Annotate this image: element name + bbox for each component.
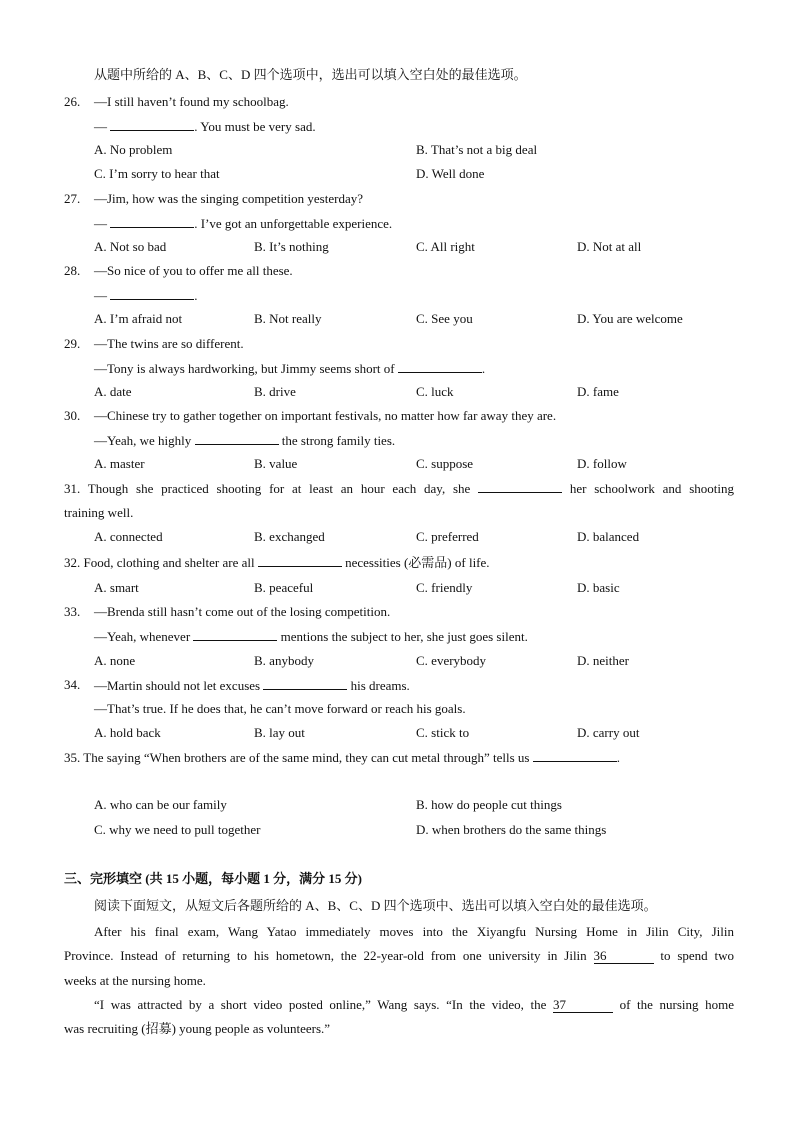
q33-number: 33. (64, 604, 81, 619)
q35-blank (533, 749, 617, 762)
q35-option-a[interactable]: A. who can be our family (94, 797, 227, 812)
q28-line1: —So nice of you to offer me all these. (94, 263, 293, 278)
passage-p1-line1: After his final exam, Wang Yatao immediately moves into the Xiyangfu Nursing Home in Jilin City, Jilin (94, 924, 734, 939)
q26-option-b[interactable]: B. That’s not a big deal (416, 142, 538, 157)
q32-option-d[interactable]: D. basic (577, 580, 620, 595)
q28-line2: — . (94, 288, 198, 303)
q31-blank (478, 480, 562, 493)
passage-p2-line1: “I was attracted by a short video posted online,” Wang says. “In the video, the 37 of the nursing home (94, 997, 734, 1012)
blank-36: 36 (594, 949, 654, 964)
q31-option-c[interactable]: C. preferred (416, 529, 479, 544)
instruction: 从题中所给的 A、B、C、D 四个选项中，选出可以填入空白处的最佳选项。 (94, 67, 527, 82)
q35-option-d[interactable]: D. when brothers do the same things (416, 822, 607, 837)
section3-title: 三、完形填空 (共 15 小题，每小题 1 分，满分 15 分) (64, 871, 362, 886)
q29-option-d[interactable]: D. fame (577, 384, 619, 399)
passage-p2-line2: was recruiting (招募) young people as volunteers.” (64, 1021, 331, 1036)
q26-option-c[interactable]: C. I’m sorry to hear that (94, 166, 220, 181)
q30-number: 30. (64, 408, 81, 423)
q26-line1: —I still haven’t found my schoolbag. (94, 94, 289, 109)
q34-option-b[interactable]: B. lay out (254, 725, 305, 740)
q29-number: 29. (64, 336, 81, 351)
q27-number: 27. (64, 191, 81, 206)
q27-option-c[interactable]: C. All right (416, 239, 475, 254)
q34-option-c[interactable]: C. stick to (416, 725, 470, 740)
q30-line2: —Yeah, we highly the strong family ties. (94, 433, 396, 448)
q32-option-b[interactable]: B. peaceful (254, 580, 314, 595)
q28-option-d[interactable]: D. You are welcome (577, 311, 683, 326)
q27-option-a[interactable]: A. Not so bad (94, 239, 167, 254)
q33-option-d[interactable]: D. neither (577, 653, 629, 668)
q31-line1: 31. Though she practiced shooting for at least an hour each day, she her schoolwork and shooting (64, 481, 734, 496)
q34-line1: —Martin should not let excuses his dreams. (94, 678, 410, 693)
q28-option-b[interactable]: B. Not really (254, 311, 322, 326)
q30-option-a[interactable]: A. master (94, 456, 145, 471)
q34-blank (263, 677, 347, 690)
q32-line1: 32. Food, clothing and shelter are all necessities (必需品) of life. (64, 555, 490, 570)
q32-blank (258, 554, 342, 567)
q31-line2: training well. (64, 505, 134, 520)
q29-option-c[interactable]: C. luck (416, 384, 454, 399)
q29-option-a[interactable]: A. date (94, 384, 132, 399)
q27-option-b[interactable]: B. It’s nothing (254, 239, 329, 254)
q33-blank (193, 628, 277, 641)
q35-option-b[interactable]: B. how do people cut things (416, 797, 562, 812)
q33-option-a[interactable]: A. none (94, 653, 136, 668)
q33-line1: —Brenda still hasn’t come out of the losing competition. (94, 604, 391, 619)
q28-blank (110, 287, 194, 300)
q26-line2: — . You must be very sad. (94, 119, 316, 134)
passage-p1-line3: weeks at the nursing home. (64, 973, 206, 988)
q32-option-c[interactable]: C. friendly (416, 580, 473, 595)
q30-option-c[interactable]: C. suppose (416, 456, 474, 471)
q26-option-d[interactable]: D. Well done (416, 166, 485, 181)
blank-37: 37 (553, 998, 613, 1013)
q28-option-a[interactable]: A. I’m afraid not (94, 311, 183, 326)
q33-option-c[interactable]: C. everybody (416, 653, 487, 668)
q32-option-a[interactable]: A. smart (94, 580, 139, 595)
q30-line1: —Chinese try to gather together on important festivals, no matter how far away they are. (94, 408, 557, 423)
q27-option-d[interactable]: D. Not at all (577, 239, 642, 254)
q26-number: 26. (64, 94, 81, 109)
q30-option-d[interactable]: D. follow (577, 456, 627, 471)
q34-option-d[interactable]: D. carry out (577, 725, 640, 740)
q29-blank (398, 360, 482, 373)
q30-blank (195, 432, 279, 445)
q26-blank (110, 118, 194, 131)
q29-option-b[interactable]: B. drive (254, 384, 296, 399)
q35-option-c[interactable]: C. why we need to pull together (94, 822, 261, 837)
q29-line1: —The twins are so different. (94, 336, 244, 351)
q31-option-d[interactable]: D. balanced (577, 529, 640, 544)
q30-option-b[interactable]: B. value (254, 456, 298, 471)
q33-line2: —Yeah, whenever mentions the subject to her, she just goes silent. (94, 629, 528, 644)
q31-option-a[interactable]: A. connected (94, 529, 163, 544)
q34-number: 34. (64, 677, 81, 692)
q27-line1: —Jim, how was the singing competition yesterday? (94, 191, 363, 206)
q34-option-a[interactable]: A. hold back (94, 725, 161, 740)
q31-option-b[interactable]: B. exchanged (254, 529, 325, 544)
q33-option-b[interactable]: B. anybody (254, 653, 314, 668)
passage-p1-line2: Province. Instead of returning to his hometown, the 22-year-old from one university in Jilin 36 to spend two (64, 948, 734, 963)
q34-line2: —That’s true. If he does that, he can’t move forward or reach his goals. (94, 701, 466, 716)
q26-option-a[interactable]: A. No problem (94, 142, 173, 157)
section3-instruction: 阅读下面短文，从短文后各题所给的 A、B、C、D 四个选项中、选出可以填入空白处的最佳选项。 (94, 898, 657, 913)
q27-line2: — . I’ve got an unforgettable experience. (94, 216, 393, 231)
q27-blank (110, 215, 194, 228)
q28-number: 28. (64, 263, 81, 278)
q35-line1: 35. The saying “When brothers are of the same mind, they can cut metal through” tells us . (64, 750, 620, 765)
q29-line2: —Tony is always hardworking, but Jimmy seems short of . (94, 361, 486, 376)
q28-option-c[interactable]: C. See you (416, 311, 473, 326)
